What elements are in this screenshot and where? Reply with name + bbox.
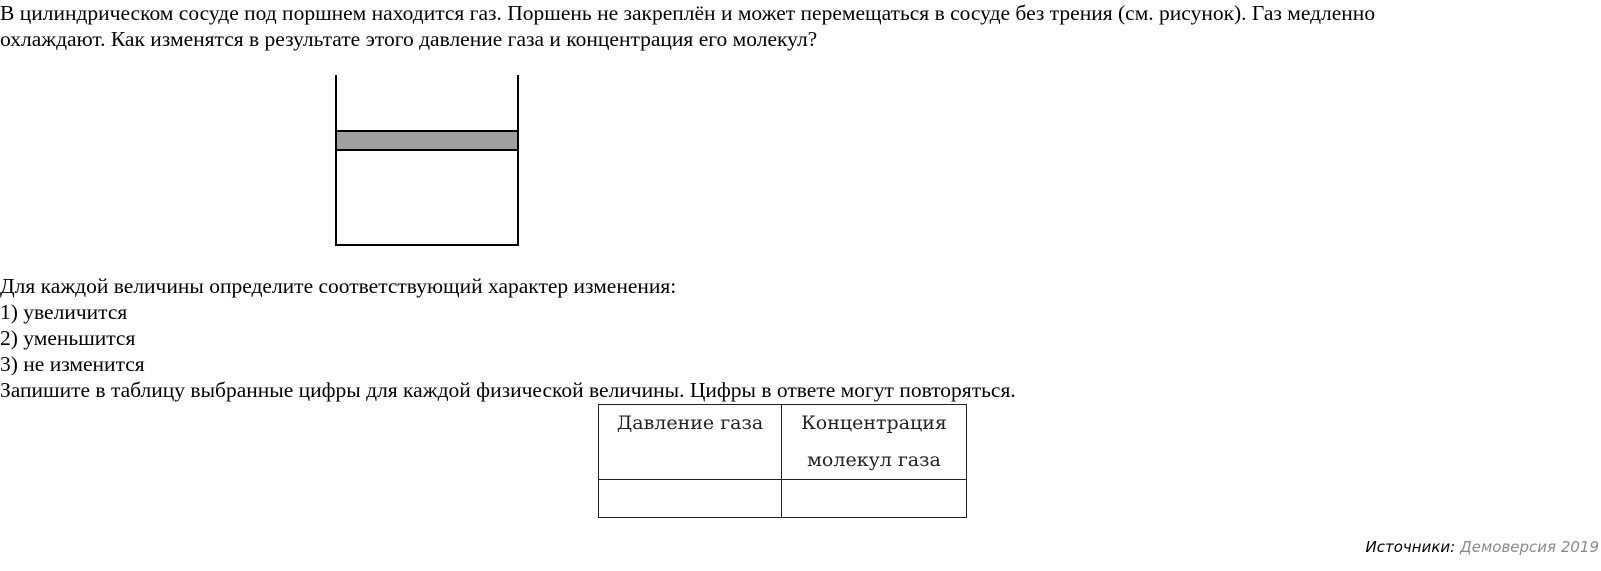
piston: [336, 131, 518, 150]
answer-table-header-row: [599, 405, 967, 480]
answer-table: [598, 404, 967, 518]
source-link[interactable]: Демоверсия 2019: [1460, 538, 1599, 556]
answer-cell-gas-pressure[interactable]: [599, 480, 782, 518]
option-unchanged: 3) не изменится: [0, 352, 145, 376]
option-increase: 1) увеличится: [0, 300, 128, 324]
option-decrease: 2) уменьшится: [0, 326, 136, 350]
question-text-line-2: охлаждают. Как изменятся в результате этого давление газа и концентрация его молекул?: [0, 27, 818, 51]
cylinder-piston-diagram: [330, 70, 530, 255]
instruction-outro: Запишите в таблицу выбранные цифры для каждой физической величины. Цифры в ответе могут повторяться.: [0, 378, 1016, 402]
instruction-intro: Для каждой величины определите соответствующий характер изменения:: [0, 274, 677, 298]
source-attribution: [1366, 538, 1599, 556]
header-concentration-line-2: молекул газа: [807, 449, 941, 471]
header-concentration-line-1: Концентрация: [801, 412, 947, 434]
header-gas-pressure: [599, 405, 782, 480]
header-gas-pressure-text: Давление газа: [616, 412, 764, 434]
answer-cell-molecule-concentration[interactable]: [782, 480, 967, 518]
source-label: Источники:: [1365, 538, 1456, 556]
question-text-line-1: В цилиндрическом сосуде под поршнем находится газ. Поршень не закреплён и может перемещаться в сосуде без трения (см. рисунок). Газ медленно: [0, 1, 1376, 25]
answer-table-row: [599, 480, 967, 518]
header-molecule-concentration: [782, 405, 967, 480]
